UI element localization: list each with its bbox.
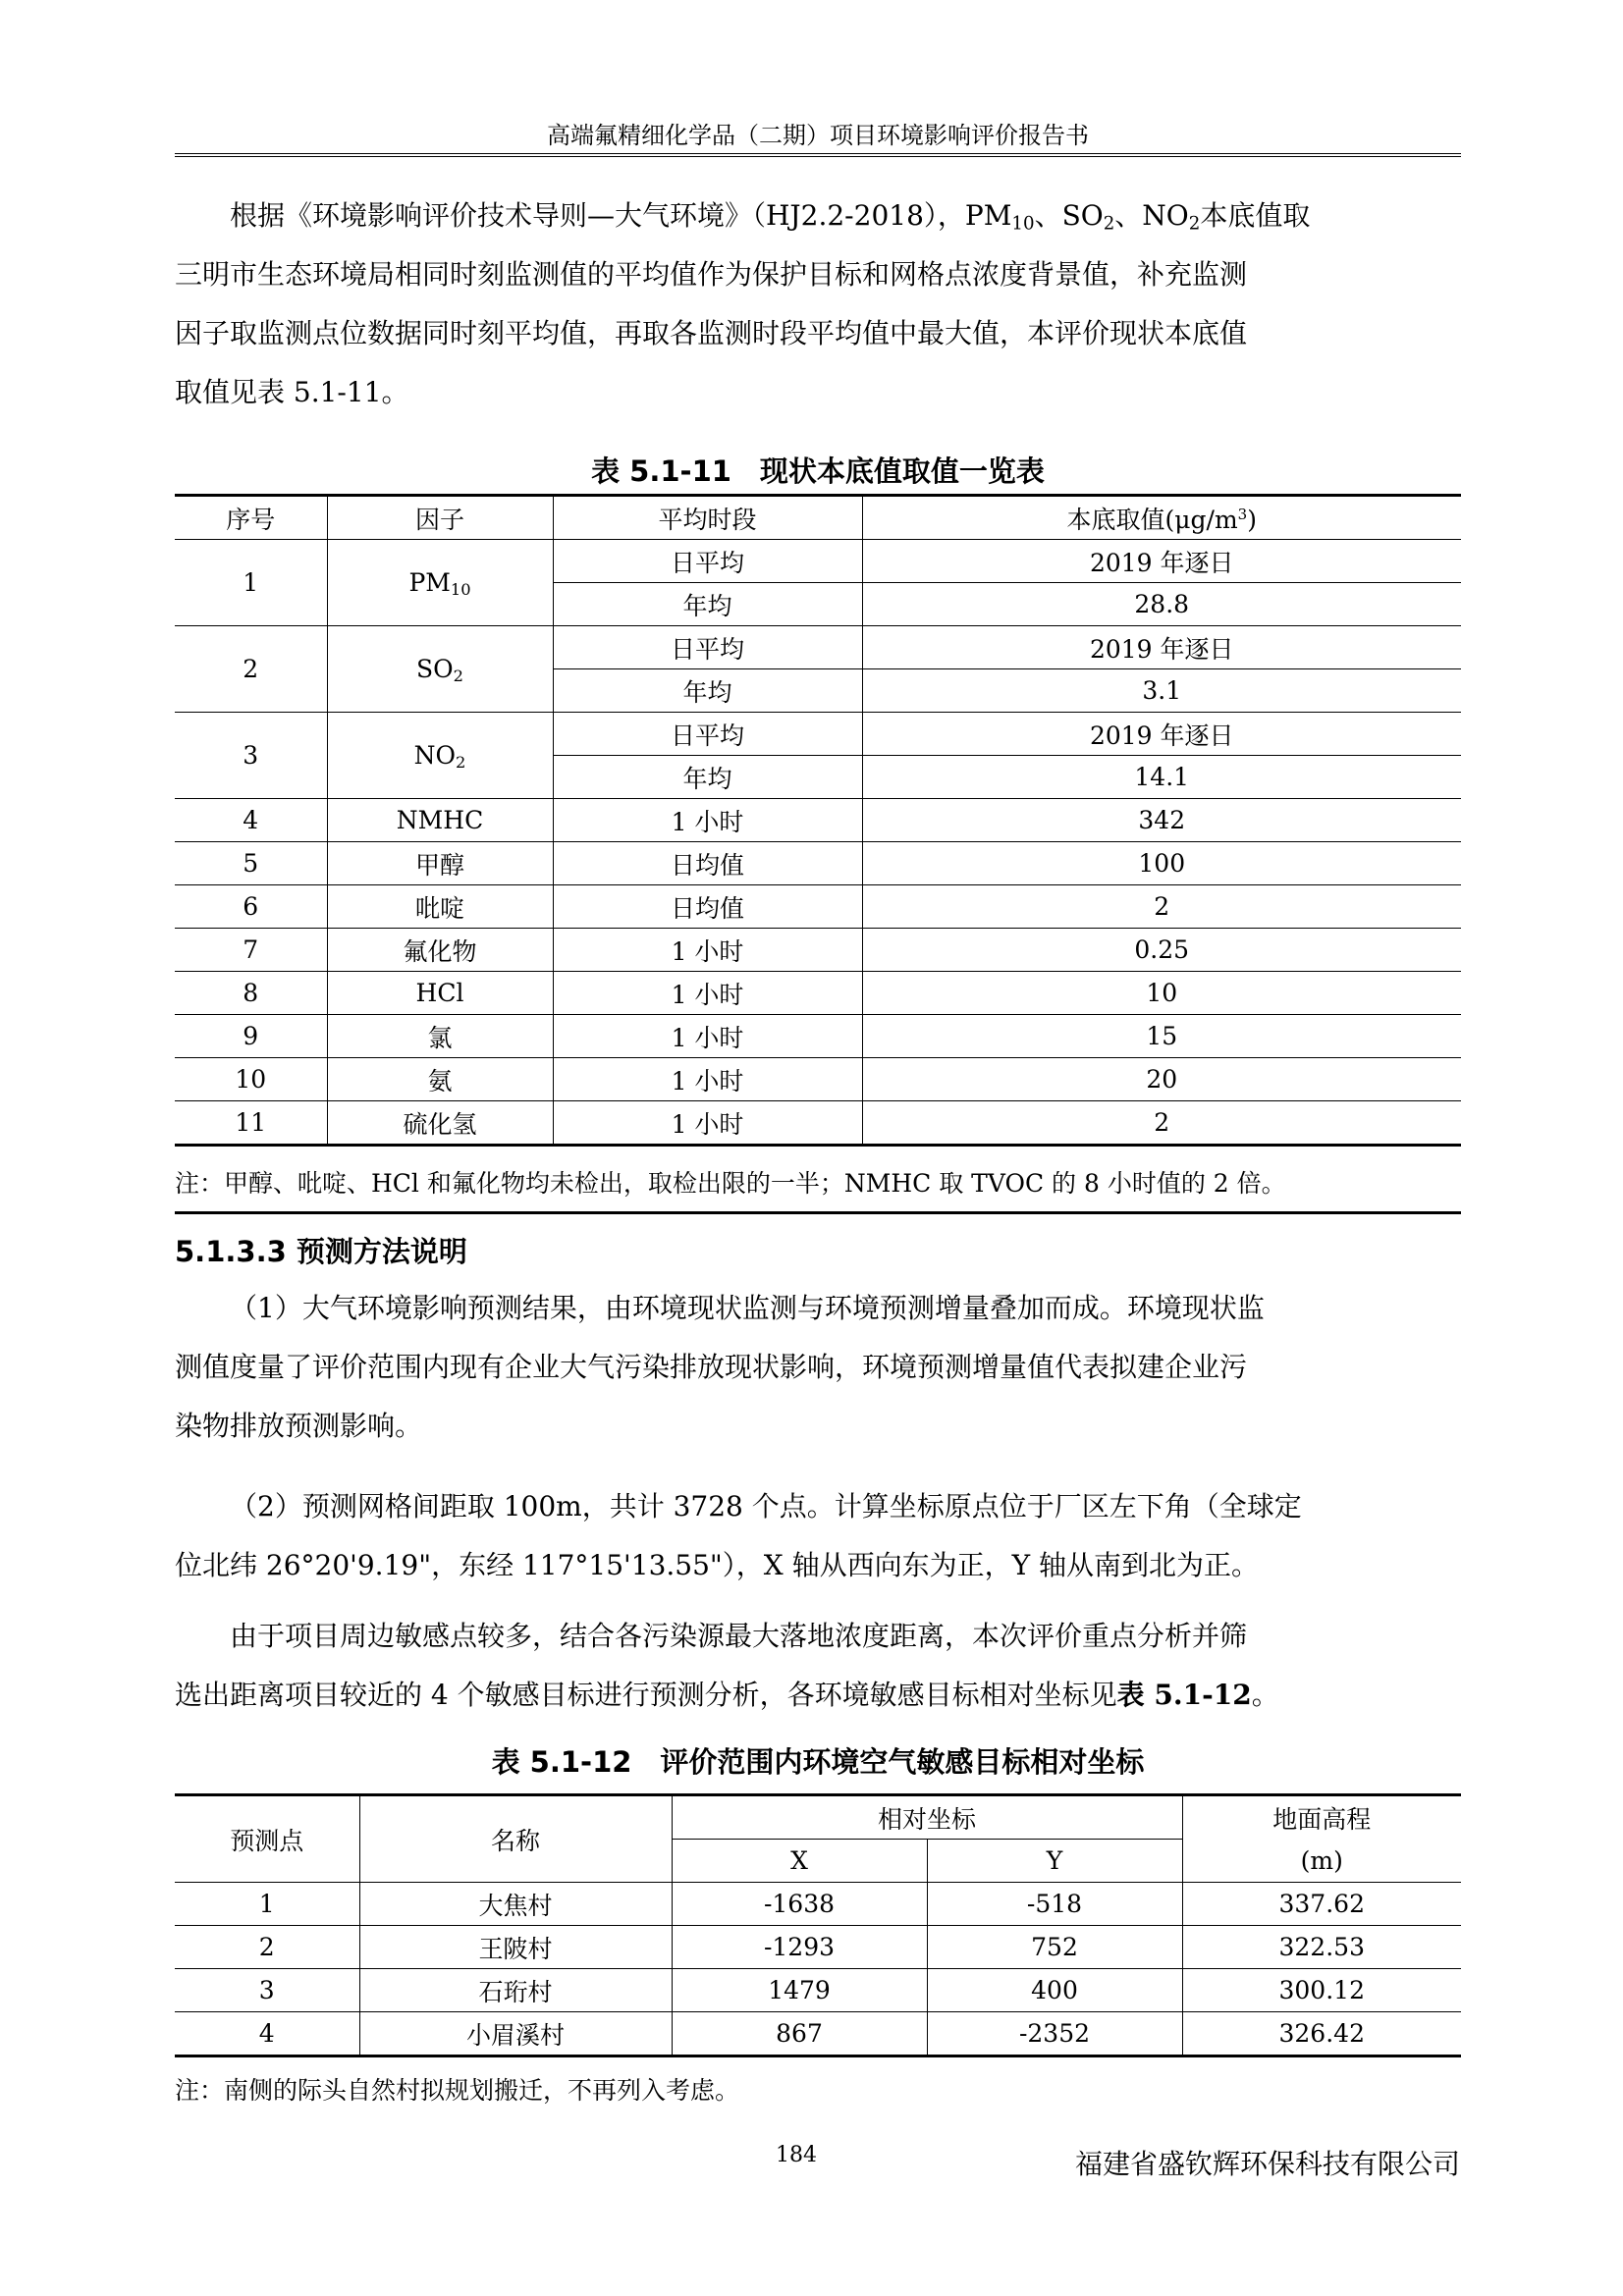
intro-line-2: 三明市生态环境局相同时刻监测值的平均值作为保护目标和网格点浓度背景值，补充监测	[175, 258, 1248, 291]
cell-x: -1293	[672, 1926, 927, 1969]
cell-elevation: 326.42	[1182, 2012, 1461, 2056]
cell-period: 日平均	[553, 540, 862, 583]
cell-name: 石珩村	[359, 1969, 672, 2012]
header-rule	[175, 153, 1461, 157]
cell-factor: NMHC	[327, 799, 553, 842]
header-seq: 序号	[175, 496, 327, 540]
cell-seq: 4	[175, 799, 327, 842]
cell-x: 867	[672, 2012, 927, 2056]
cell-period: 1 小时	[553, 1015, 862, 1058]
cell-name: 王陂村	[359, 1926, 672, 1969]
cell-elevation: 337.62	[1182, 1883, 1461, 1926]
paragraph-1-line-1: （1）大气环境影响预测结果，由环境现状监测与环境预测增量叠加而成。环境现状监	[230, 1292, 1265, 1324]
table-row	[175, 799, 1461, 842]
table-row	[175, 1015, 1461, 1058]
header-period: 平均时段	[553, 496, 862, 540]
table-row	[175, 1101, 1461, 1146]
cell-factor: 氟化物	[327, 929, 553, 972]
cell-period: 年均	[553, 669, 862, 713]
cell-factor: 氨	[327, 1058, 553, 1101]
header-y: Y	[927, 1840, 1182, 1883]
cell-factor: 氯	[327, 1015, 553, 1058]
cell-seq: 5	[175, 842, 327, 885]
header-coords: 相对坐标	[672, 1795, 1182, 1840]
cell-y: -518	[927, 1883, 1182, 1926]
cell-factor: HCl	[327, 972, 553, 1015]
cell-elevation: 322.53	[1182, 1926, 1461, 1969]
cell-y: -2352	[927, 2012, 1182, 2056]
cell-period: 1 小时	[553, 1058, 862, 1101]
cell-period: 日平均	[553, 713, 862, 756]
cell-value: 28.8	[862, 583, 1461, 626]
table-row	[175, 1926, 1461, 1969]
intro-paragraph	[175, 187, 1461, 422]
sensitive-targets-table	[175, 1793, 1461, 2057]
baseline-values-table	[175, 494, 1461, 1147]
cell-point: 4	[175, 2012, 359, 2056]
cell-seq: 3	[175, 713, 327, 799]
table-row	[175, 1883, 1461, 1926]
table-5-1-12-note: 注：南侧的际头自然村拟规划搬迁，不再列入考虑。	[175, 2076, 740, 2105]
table-row	[175, 1969, 1461, 2012]
table-row	[175, 713, 1461, 756]
paragraph-3	[175, 1607, 1461, 1725]
cell-seq: 8	[175, 972, 327, 1015]
cell-period: 1 小时	[553, 972, 862, 1015]
cell-value: 2019 年逐日	[862, 626, 1461, 669]
cell-value: 2019 年逐日	[862, 713, 1461, 756]
header-value: 本底取值$(\mu g/m^3)$	[862, 496, 1461, 540]
section-heading: 5.1.3.3 预测方法说明	[175, 1235, 467, 1268]
intro-line-4: 取值见表 5.1-11。	[175, 376, 409, 408]
paragraph-2-line-1: （2）预测网格间距取 100m，共计 3728 个点。计算坐标原点位于厂区左下角（全球定	[230, 1490, 1302, 1522]
table-5-1-11-caption: 表 5.1-11 现状本底值取值一览表	[591, 454, 1045, 488]
cell-seq: 11	[175, 1101, 327, 1146]
cell-factor: 硫化氢	[327, 1101, 553, 1146]
cell-name: 小眉溪村	[359, 2012, 672, 2056]
paragraph-2-line-2: 位北纬 26°20'9.19"，东经 117°15'13.55"），X 轴从西向东为正，Y 轴从南到北为正。	[175, 1549, 1260, 1581]
table-row	[175, 2012, 1461, 2056]
header-factor: 因子	[327, 496, 553, 540]
paragraph-3-line-2: 选出距离项目较近的 4 个敏感目标进行预测分析，各环境敏感目标相对坐标见表 5.1-12。	[175, 1679, 1279, 1711]
cell-seq: 1	[175, 540, 327, 626]
header-x: X	[672, 1840, 927, 1883]
cell-period: 1 小时	[553, 1101, 862, 1146]
cell-value: 10	[862, 972, 1461, 1015]
cell-period: 1 小时	[553, 929, 862, 972]
cell-period: 日均值	[553, 842, 862, 885]
cell-period: 日平均	[553, 626, 862, 669]
paragraph-1-line-3: 染物排放预测影响。	[175, 1410, 423, 1442]
cell-seq: 2	[175, 626, 327, 713]
cell-period: 年均	[553, 756, 862, 799]
cell-value: 342	[862, 799, 1461, 842]
intro-line-1: 根据《环境影响评价技术导则—大气环境》（HJ2.2-2018），$PM_{10}$、$SO_2$、$NO_2$本底值取	[230, 199, 1311, 235]
cell-factor: $PM_{10}$	[327, 540, 553, 626]
table-header-row	[175, 496, 1461, 540]
cell-name: 大焦村	[359, 1883, 672, 1926]
cell-y: 400	[927, 1969, 1182, 2012]
cell-factor: 吡啶	[327, 885, 553, 929]
intro-line-3: 因子取监测点位数据同时刻平均值，再取各监测时段平均值中最大值，本评价现状本底值	[175, 317, 1248, 349]
cell-elevation: 300.12	[1182, 1969, 1461, 2012]
table-5-1-12-caption: 表 5.1-12 评价范围内环境空气敏感目标相对坐标	[491, 1745, 1145, 1779]
company-name: 福建省盛钦辉环保科技有限公司	[1074, 2148, 1460, 2180]
cell-x: -1638	[672, 1883, 927, 1926]
header-point: 预测点	[175, 1795, 359, 1883]
cell-seq: 7	[175, 929, 327, 972]
cell-factor: $NO_2$	[327, 713, 553, 799]
header-elevation-unit: (m)	[1182, 1840, 1461, 1883]
cell-y: 752	[927, 1926, 1182, 1969]
table-row	[175, 842, 1461, 885]
table-5-1-11-note: 注：甲醇、吡啶、HCl 和氟化物均未检出，取检出限的一半；NMHC 取 TVOC 的 8 小时值的 2 倍。	[175, 1169, 1286, 1198]
page-number: 184	[776, 2143, 817, 2167]
cell-seq: 6	[175, 885, 327, 929]
table-row	[175, 929, 1461, 972]
paragraph-2	[175, 1477, 1461, 1595]
running-header: 高端氟精细化学品（二期）项目环境影响评价报告书	[547, 122, 1089, 149]
cell-period: 1 小时	[553, 799, 862, 842]
cell-point: 3	[175, 1969, 359, 2012]
cell-value: 14.1	[862, 756, 1461, 799]
cell-period: 日均值	[553, 885, 862, 929]
table-row	[175, 626, 1461, 669]
table-row	[175, 540, 1461, 583]
cell-period: 年均	[553, 583, 862, 626]
cell-seq: 9	[175, 1015, 327, 1058]
table-row	[175, 885, 1461, 929]
cell-x: 1479	[672, 1969, 927, 2012]
cell-value: 20	[862, 1058, 1461, 1101]
cell-value: 2	[862, 1101, 1461, 1146]
paragraph-3-line-1: 由于项目周边敏感点较多，结合各污染源最大落地浓度距离，本次评价重点分析并筛	[230, 1620, 1248, 1652]
cell-point: 1	[175, 1883, 359, 1926]
header-elevation: 地面高程	[1182, 1795, 1461, 1840]
cell-point: 2	[175, 1926, 359, 1969]
paragraph-1-line-2: 测值度量了评价范围内现有企业大气污染排放现状影响，环境预测增量值代表拟建企业污	[175, 1351, 1248, 1383]
cell-value: 100	[862, 842, 1461, 885]
cell-value: 15	[862, 1015, 1461, 1058]
cell-factor: $SO_2$	[327, 626, 553, 713]
table-row	[175, 1058, 1461, 1101]
table-header-row	[175, 1795, 1461, 1840]
cell-factor: 甲醇	[327, 842, 553, 885]
header-name: 名称	[359, 1795, 672, 1883]
cell-value: 2019 年逐日	[862, 540, 1461, 583]
paragraph-1	[175, 1279, 1461, 1456]
cell-value: 0.25	[862, 929, 1461, 972]
table-reference-link: 表 5.1-12	[1116, 1679, 1252, 1711]
cell-value: 3.1	[862, 669, 1461, 713]
cell-value: 2	[862, 885, 1461, 929]
table-row	[175, 972, 1461, 1015]
note-rule	[175, 1211, 1461, 1214]
cell-seq: 10	[175, 1058, 327, 1101]
